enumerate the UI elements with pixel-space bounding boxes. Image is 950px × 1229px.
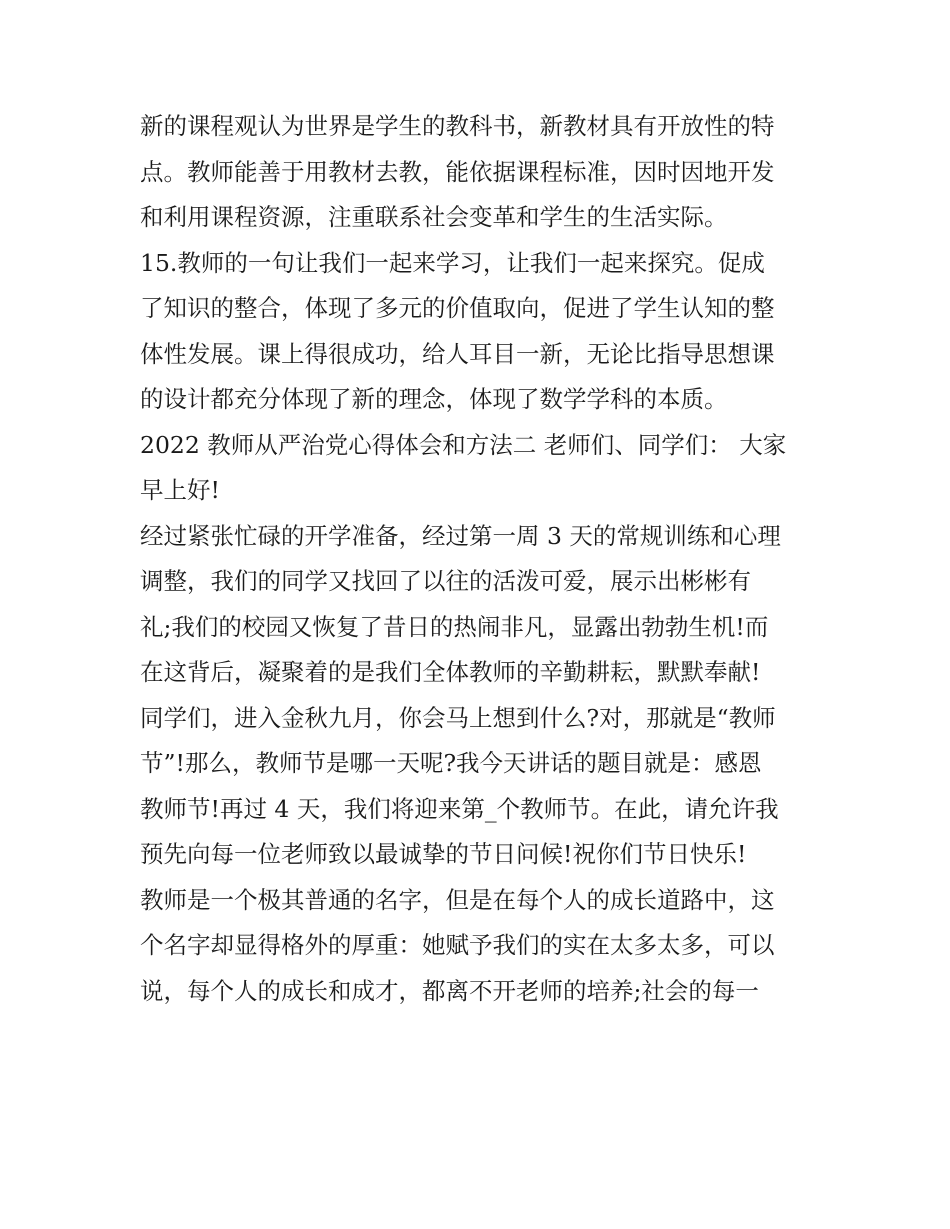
text-line: 个名字却显得格外的厚重：她赋予我们的实在太多太多，可以 [140,931,775,959]
text-line: 15.教师的一句让我们一起来学习，让我们一起来探究。促成 [140,248,765,277]
text-line: 新的课程观认为世界是学生的教科书，新教材具有开放性的特 [140,112,775,140]
text-line: 教师是一个极其普通的名字，但是在每个人的成长道路中，这 [140,885,775,914]
body-text [140,104,820,1014]
text-line: 教师节!再过 4 天，我们将迎来第_个教师节。在此，请允许我 [140,794,779,823]
text-line: 体性发展。课上得很成功，给人耳目一新，无论比指导思想课 [140,339,775,368]
text-line: 和利用课程资源，注重联系社会变革和学生的生活实际。 [140,203,728,231]
text-line: 预先向每一位老师致以最诚挚的节日问候!祝你们节日快乐! [140,840,747,868]
text-line: 点。教师能善于用教材去教，能依据课程标准，因时因地开发 [140,157,775,186]
text-line: 在这背后，凝聚着的是我们全体教师的辛勤耕耘，默默奉献! [140,658,761,686]
text-line: 的设计都充分体现了新的理念，体现了数学学科的本质。 [140,385,728,413]
text-line: 了知识的整合，体现了多元的价值取向，促进了学生认知的整 [140,294,775,322]
text-line: 经过紧张忙碌的开学准备，经过第一周 3 天的常规训练和心理 [140,521,781,550]
text-line: 同学们，进入金秋九月，你会马上想到什么?对，那就是“教师 [140,703,776,732]
text-line: 礼;我们的校园又恢复了昔日的热闹非凡，显露出勃勃生机!而 [140,612,769,641]
text-line: 节”!那么，教师节是哪一天呢?我今天讲话的题目就是：感恩 [140,749,762,777]
text-line: 调整，我们的同学又找回了以往的活泼可爱，展示出彬彬有 [140,567,751,595]
text-line: 2022 教师从严治党心得体会和方法二 老师们、同学们： 大家 [140,430,787,459]
text-line: 早上好! [140,476,220,504]
text-line: 说，每个人的成长和成才，都离不开老师的培养;社会的每一 [140,976,759,1005]
